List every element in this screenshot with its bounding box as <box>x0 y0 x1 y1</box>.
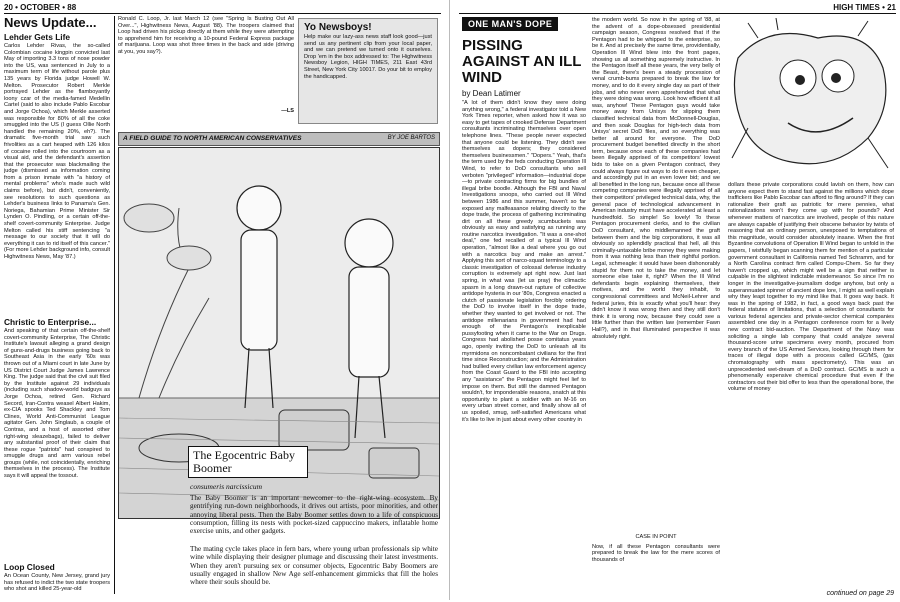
species-description <box>190 494 438 596</box>
species-description-p2: The mating cycle takes place in fern bars, where young urban professionals sip white wine while displaying their designer plumage and discussing their latest investments. When they aren't pursuing sex or consumer objects, Egocentric Baby Boomers are usually engaged in shallow New Age self-enhancement gimmicks that fill the holes where their souls should be. <box>190 545 438 587</box>
species-name: The Egocentric Baby Boomer <box>193 448 295 475</box>
newsboys-box <box>298 18 438 124</box>
article-body-col2-end: Now, if all these Pentagon consultants were prepared to break the law for the mere scores of thousands of <box>592 543 720 563</box>
article-body-col3: dollars these private corporations could lavish on them, how can anyone expect them to stand fast against the millions which dope traffickers like Pablo Escobar can afford to fling around? If they can rationalize their graft as patriotic for mere pennies, what rationalizations won't they come up with for pounds? And whenever matters of narcotics are involved, people of this nature are always capable of justifying their obscene behavior by twists of reasoning that an ordinary person, unexposed to temptations of this magnitude, would consider absolutely insane. When the first Byzantine convolutions of Operation Ill Wind began to unfold in the papers, I wistfully began scanning them for mention of a particular government consultant in California named Ted Schramm, and for a North Carolina contract firm called Compu-Chem. So far they haven't cropped up, which might well be a sign that neither is culpable in the slightest indictable misdemeanor. So since I'm no longer in the investigative-journalism dodge anyhow, but only a superannuated spinner of ancient dope lore, I might as well explain why they leapt together to my mind like that. It goes way back. It was in the spring of 1982, in fact, a good ways back past the federal statutes of limitations, that a selection of consultants for various federal agencies and private-sector chemical companies assembled one day in a Pentagon conference room for a lively new contract bid-auction. The Department of the Navy was soliciting a single lab company that could analyze several thousand-score urine specimens every month, procured from every branch of the US Armed Services, looking through them for traces of illegal dope with a process called GC/MS, (gas chromatography with mass spectrometry). This was an unprecedented wet-dream of a DoD contract. GC/MS is such a phenomenally expensive chemical procedure that even if the contractors out their bid offer to less than the operational bone, the volume of money <box>728 182 894 393</box>
newsboys-body: Help make our lazy-ass news staff look good—just send us any pertinent clip from your local paper, and we can pretend we turned onto it ourselves. Drop 'em in the box addressed to: The Highwitness Newsboy Legion, HIGH TIMES, 211 East 43rd Street, New York City 10017. Do your bit to employ the handicapped. <box>304 34 432 80</box>
story-heading-loop: Loop Closed <box>4 562 55 572</box>
story-body-christic: And speaking of that certain off-the-shelf covert-community Enterprise, The Christic Institute's lawsuit alleging a grand design of guns-and-drugs business going back to Southeast Asia in the early '60s was thrown out of a Miami court in late June by US District Court Judge James Lawrence King. The judge said that the civil suit filed by the Institute against 29 individuals (including such shadow-world badguys as Jorge Ochoa, retired Gen. Richard Secord, Iran-Contra weasel Albert Hakim, ex-CIA spooks Ted Shackley and Tom Clines, World Anti-Communist League agitator Gen. John Singlaub, a couple of Contras, and a host of assorted other right-wing sleazebags), failed to deliver any substantial proof of their claim that these rogue "patriots" had conspired to smuggle drugs and arm various rebel groups (while, not coincidentally, enriching themselves in the process). The Institute says it will appeal the tossout. <box>4 328 110 480</box>
story-body-loop-cont: Ronald C. Loop, Jr. last March 12 (see "Spring Is Busting Out All Over...", Highwitness News, August '88). The troopers claimed that Loop had driven his pickup directly at them while they were attempting to apprehend him for receiving a 10-pound Federal Express package of marijuana. Loop was shot three times in the back and side (driving at you, you say?). <box>118 16 294 55</box>
species-latin-name: consumeris narcissicum <box>190 482 263 491</box>
article-column-1 <box>462 38 586 602</box>
field-guide-banner <box>118 132 440 146</box>
left-folio: 20 • OCTOBER • 88 <box>4 3 77 12</box>
article-subhead: CASE IN POINT <box>635 534 677 540</box>
story-heading-lehder: Lehder Gets Life <box>4 32 71 42</box>
newsboys-title: Yo Newsboys! <box>304 22 372 33</box>
story-continuation <box>118 16 294 115</box>
story-signature: —LS <box>281 108 294 114</box>
top-rule-right <box>459 13 896 14</box>
section-title: News Update... <box>4 15 97 30</box>
top-rule-left <box>4 13 441 14</box>
article-column-3 <box>728 182 894 580</box>
story-body-loop: An Ocean County, New Jersey, grand jury has refused to indict the two state troopers who shot and killed 25-year-old <box>4 573 110 593</box>
right-folio: HIGH TIMES • 21 <box>833 3 896 12</box>
species-description-p1: The Baby Boomer is an important newcomer to the right-wing ecosystem. By gentrifying run-down neighborhoods, it drives out artists, poor minorities, and other annoying liberal pests. Then the Baby Boomer settles down to a life of conspicuous consumption, filling its nests with pocket-sized cappuccino makers, inflatable home exercise units, and other gadgets. <box>190 494 438 536</box>
continued-note: continued on page 29 <box>826 590 894 597</box>
column-banner <box>462 17 558 31</box>
article-body-col1: "A lot of them didn't know they were doing anything wrong," a federal investigator told a New York Times reporter, when asked how it was so easy to get tapes of crooked Defense Department consultants incriminating themselves over open telephone lines. "These people never expected that anyone could be listening. They didn't see themselves as dopers; they considered themselves businessmen." "Dopers." Yeah, that's the term used by the feds conducting Operation Ill Wind, to refer to DoD consultants who sell verboten "privileged" information—industrial dope—to private contracting firms for big bundles of illegal bribe boodle. Although the FBI and Naval Investigations snoops, who carried out Ill Wind between 1986 and this summer, haven't so far exposed any malfeasance relating directly to the dope trade, the process of gathering incriminating dirt on all these greedy scumbuckets was obviously as easy and satisfying as running any routine narcotics investigation. "It was a one-shot deal," one fed recalled of a typical Ill Wind operation, "almost like a deal where you go out with a narcotics buy and make an arrest." Applying this sort of narco-squad terminology to a classic investigation of colossal defense industry corruption is extremely apt right now. Just last spring, in what was (let us pray) the climactic spasm in a long drawn-out rapture of collective antidope hysteria in our '80s, Congress enacted a clutch of passionate legislation forcibly ordering the DoD to involve itself in the dope trade, whether they wanted to get involved or not. The antidope millenarians in government had had enough of the Pentagon's inexplicable pussyfooting when it came to the War on Drugs. Congress had abolished posse comitatus years ago, openly inviting the DoD to unleash all its myrmidons on noncombatant civilians for the first time since Reconstruction; and the Administration had bullied every civilian law enforcement agency from the Coast Guard to the FBI into accepting any "assistance" the Pentagon might feel lief to impose on them. But still the damned Pentagon wouldn't, for imponderable reasons, snatch at this opportunity to plant a soldier with an M-16 on every urban street corner, and finally show all of us spoiled, smug, self-satisfied Americans what it's like to live in just about every other country in <box>462 100 586 423</box>
article-title: PISSING AGAINST AN ILL WIND <box>462 37 582 86</box>
page-gutter <box>449 0 450 600</box>
news-column-1 <box>4 16 110 601</box>
field-guide-byline: BY JOE BARTOS <box>387 135 435 141</box>
story-body-lehder: Carlos Lehder Rivas, the so-called Colombian cocaine kingpin convicted last May of importing 3.3 tons of nose powder into the US, was sentenced in July to a maximum term of life without parole plus 135 years by Florida judge Howell W. Melton. Prosecutor Robert Merkle portrayed Lehder as the flamboyantly loony czar of the media-famed Medellin Cartel (said to also include Pablo Escobar and Jorge Ochoa), which Merkle asserted was responsible for 80% of all the coke smuggled into the US (I guess Ollie North handled the remaining 20%, eh?). The dramatic five-month trial saw such frivolities as a cart heaped with 126 kilos of cocaine rolled into the courtroom as a visual aid, and the defendant's assertion that the prosecutor was blackmailing the judge (dismissed as information coming from a prison inmate with "a history of mental problems" who's made such wild claims before), but didn't, conveniently, see resolutions to such questions as Lehder's business links to Panama's Gen. Noriega, Bahamian Prime Minister Sir Lynden O. Pindling, or a certain off-the-shelf covert-community Enterprise. Judge Melton called his stiff sentencing "a message to our society that it will do everything it can to rid itself of this cancer." (For more Lehder background info, consult Highwitness News, May '87.) <box>4 43 110 260</box>
cartoon-drawing <box>728 18 894 176</box>
story-heading-christic: Christic to Enterprise... <box>4 317 97 327</box>
cartoon-illustration <box>728 18 894 176</box>
species-label-box <box>188 446 308 478</box>
field-guide-title: A FIELD GUIDE TO NORTH AMERICAN CONSERVATIVES <box>123 135 302 142</box>
article-column-2 <box>592 17 720 574</box>
column-divider <box>114 16 115 594</box>
article-byline: by Dean Latimer <box>462 89 521 98</box>
article-body-col2: the modern world. So now in the spring of '88, at the advent of a dope-obsessed presidential campaign season, Congress resolved that if the Pentagon had to be whipped to the enterprise, so be it. And at precisely the same time, providentially, Operation Ill Wind blew into the front pages, showing us all something supremely instructive. In the Pentagon itself all these years, the very belly of the Beast, there's been a steady procession of venal crumb-bums prepared to break the law for money, and to do it every single day as part of their jobs, and who never even apprehended that what they were doing was wrong. Look how efficient it all was, anyhow! These Pentagon guys would take money away from Unisys for slipping them classified technical data from McDonnell-Douglas, and then soak Douglas for high-tech data from Unisys' secret DoD files, and so everything was better all around for everyone. The DoD procurement budget benefited directly in the short term, because once each of these companies had been illegally apprised of its competitors' lowest bids to take on a given Pentagon contract, they could always figure out ways to do it even cheaper, and accordingly put in an even lower bid; and we all benefited in the long run, because once all these competing companies were illegally apprised of all their competitors' privileged technical data, why, the general pace of technological advancement in American industry must have accelerated at least a hundredfold. So simple! So lovely! To these Pentagon procurement clerks, and to the civilian DoD consultant, who middlemanned the graft between them and the big corporations, it was all obviously so splendidly practical that hell, all this criminally-untaxable bribe money they were making from it was nothing less than their rightful portion. Legal, schmeagle: it would have been dishonorably stupid for them not to take the money, and let someone else take it, right? When the Ill Wind defendants begin explaining themselves, their motives, and the world they inhabit, to congressional committees and McNeil-Lehrer and federal juries, this is exactly what you'll hear: they didn't know it was wrong then and they still don't think it is wrong now, because they could see a little further than the written law (remember Fawn Hall?), and in that illuminated perspective it was absolutely right. <box>592 17 720 340</box>
column-banner-text: ONE MAN'S DOPE <box>468 19 553 29</box>
